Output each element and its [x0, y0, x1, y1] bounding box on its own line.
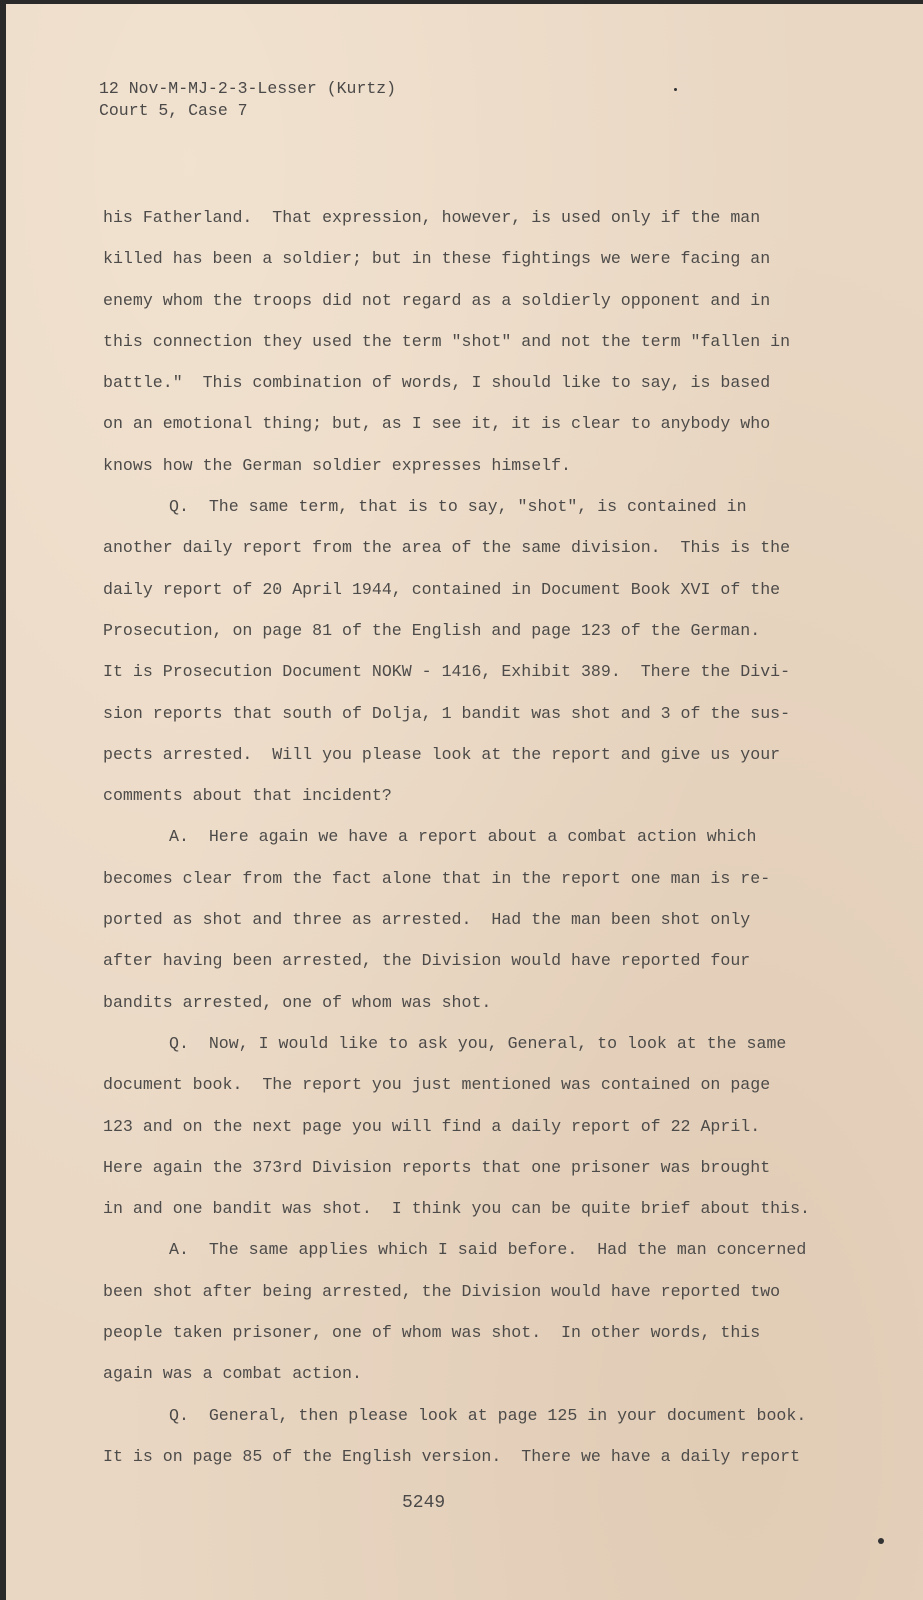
- transcript-line: knows how the German soldier expresses himself.: [103, 455, 572, 475]
- transcript-question-line: Q. Now, I would like to ask you, General, to look at the same: [169, 1033, 787, 1053]
- header-case-reference: 12 Nov-M-MJ-2-3-Lesser (Kurtz): [99, 79, 397, 98]
- transcript-line: It is Prosecution Document NOKW - 1416, Exhibit 389. There the Divi-: [103, 662, 791, 682]
- transcript-line: daily report of 20 April 1944, contained in Document Book XVI of the: [103, 579, 781, 599]
- transcript-question-line: Q. General, then please look at page 125 in your document book.: [169, 1405, 807, 1425]
- header-court-case: Court 5, Case 7: [99, 101, 248, 120]
- ink-speck: [878, 1538, 884, 1544]
- transcript-line: becomes clear from the fact alone that in the report one man is re-: [103, 868, 771, 888]
- transcript-line: another daily report from the area of the same division. This is the: [103, 538, 791, 558]
- transcript-line: 123 and on the next page you will find a daily report of 22 April.: [103, 1116, 761, 1136]
- transcript-line: comments about that incident?: [103, 786, 392, 806]
- transcript-answer-line: A. The same applies which I said before. Had the man concerned: [169, 1240, 807, 1260]
- transcript-line: people taken prisoner, one of whom was shot. In other words, this: [103, 1323, 761, 1343]
- transcript-line: again was a combat action.: [103, 1364, 362, 1384]
- transcript-answer-line: A. Here again we have a report about a combat action which: [169, 827, 757, 847]
- transcript-line: Here again the 373rd Division reports that one prisoner was brought: [103, 1157, 771, 1177]
- transcript-body: [103, 197, 838, 1477]
- document-page: [6, 4, 923, 1600]
- document-header: [99, 78, 396, 122]
- transcript-line: battle." This combination of words, I should like to say, is based: [103, 373, 771, 393]
- transcript-line: been shot after being arrested, the Division would have reported two: [103, 1281, 781, 1301]
- transcript-line: Prosecution, on page 81 of the English and page 123 of the German.: [103, 620, 761, 640]
- transcript-line: It is on page 85 of the English version. There we have a daily report: [103, 1446, 801, 1466]
- transcript-line: ported as shot and three as arrested. Had the man been shot only: [103, 910, 751, 930]
- transcript-line: after having been arrested, the Division would have reported four: [103, 951, 751, 971]
- transcript-line: enemy whom the troops did not regard as a soldierly opponent and in: [103, 290, 771, 310]
- transcript-line: on an emotional thing; but, as I see it, it is clear to anybody who: [103, 414, 771, 434]
- transcript-question-line: Q. The same term, that is to say, "shot", is contained in: [169, 497, 747, 517]
- transcript-line: pects arrested. Will you please look at the report and give us your: [103, 744, 781, 764]
- transcript-line: sion reports that south of Dolja, 1 bandit was shot and 3 of the sus-: [103, 703, 791, 723]
- transcript-line: killed has been a soldier; but in these fightings we were facing an: [103, 249, 771, 269]
- ink-speck: [674, 88, 677, 91]
- transcript-line: document book. The report you just mentioned was contained on page: [103, 1075, 771, 1095]
- transcript-line: this connection they used the term "shot" and not the term "fallen in: [103, 331, 791, 351]
- transcript-line: bandits arrested, one of whom was shot.: [103, 992, 492, 1012]
- page-number: 5249: [402, 1493, 446, 1513]
- transcript-line: his Fatherland. That expression, however, is used only if the man: [103, 208, 761, 227]
- transcript-line: in and one bandit was shot. I think you can be quite brief about this.: [103, 1199, 811, 1219]
